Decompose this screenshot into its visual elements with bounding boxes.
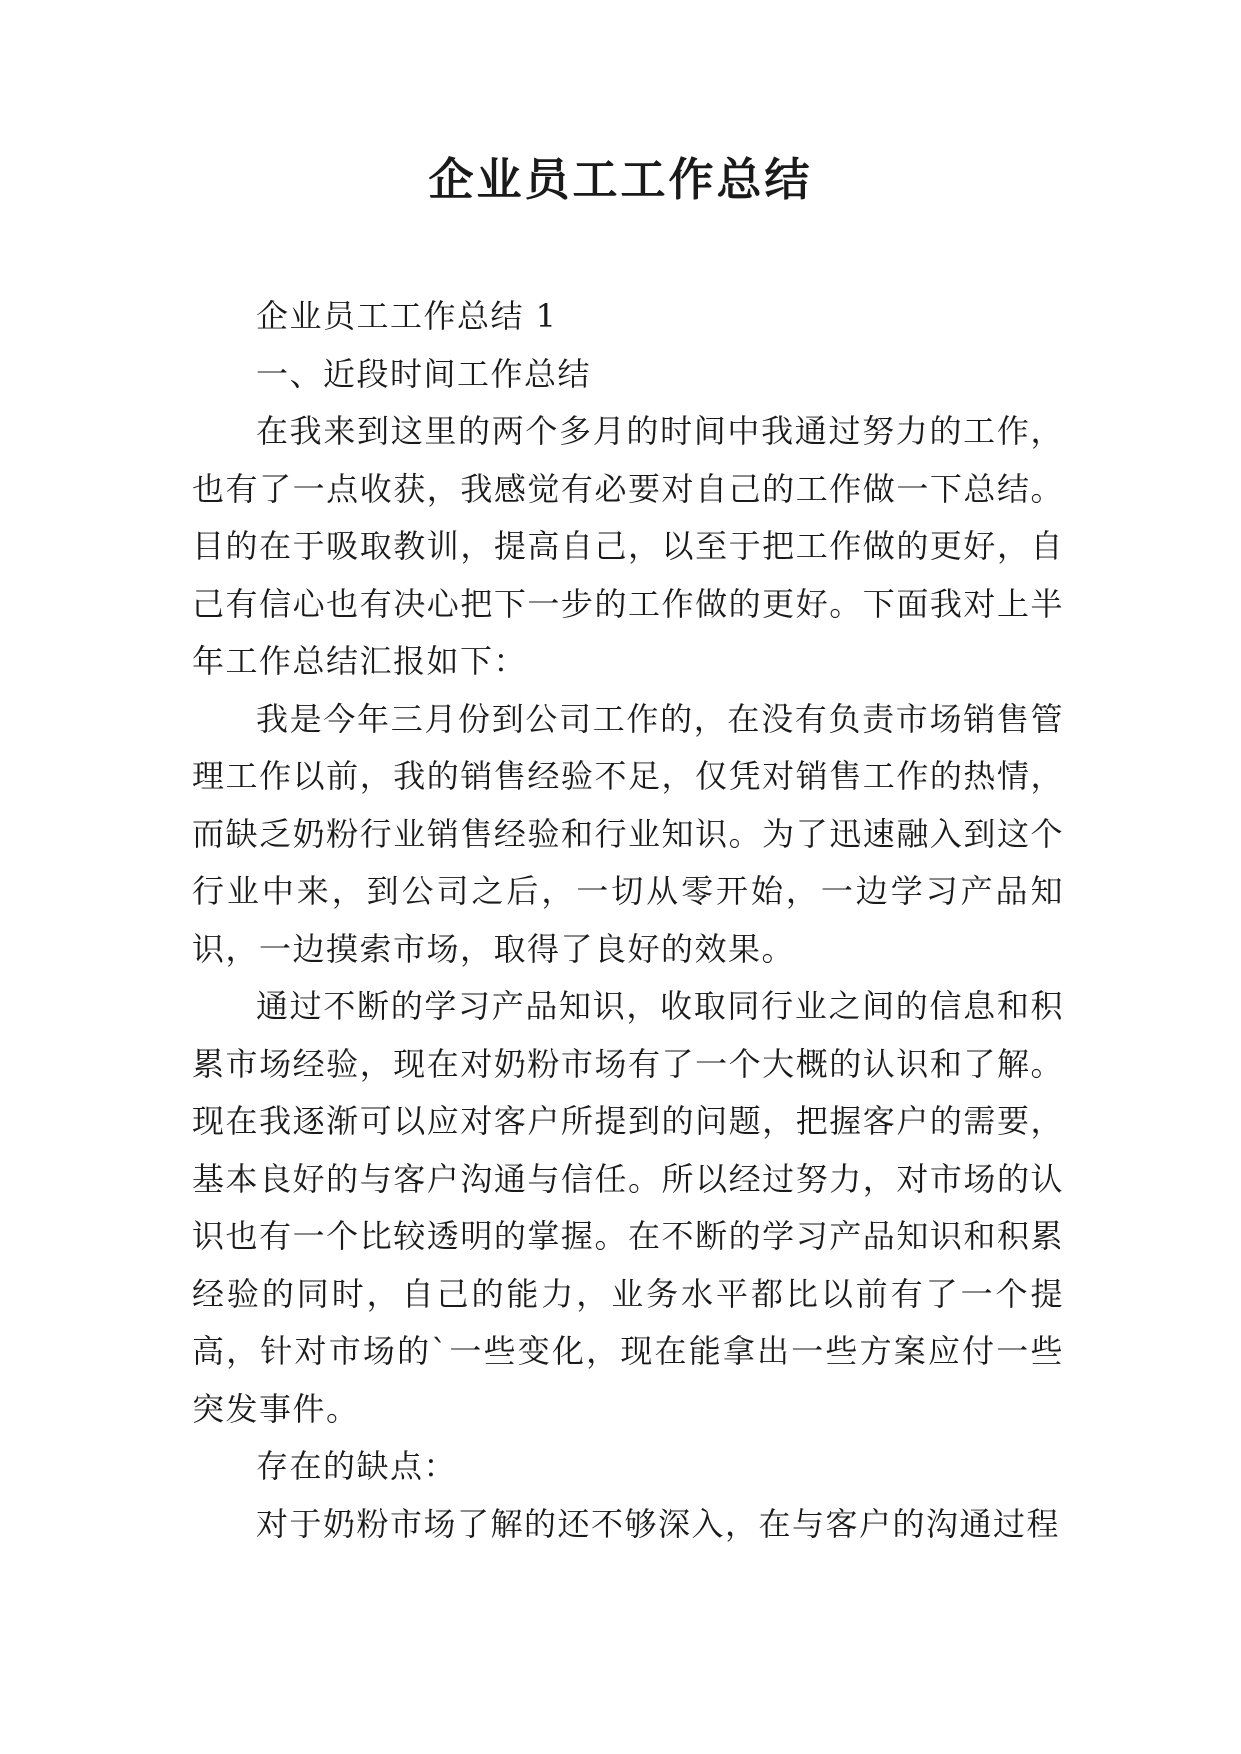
body-paragraph: 在我来到这里的两个多月的时间中我通过努力的工作，也有了一点收获，我感觉有必要对自己的工作做一下总结。目的在于吸取教训，提高自己，以至于把工作做的更好，自己有信心也有决心把下一步的工作做的更好。下面我对上半年工作总结汇报如下：	[192, 412, 1064, 680]
shortcomings-heading: 存在的缺点：	[256, 1447, 458, 1485]
body-paragraph: 对于奶粉市场了解的还不够深入，在与客户的沟通过程	[256, 1504, 1061, 1543]
subsection-heading: 一、近段时间工作总结	[256, 354, 592, 393]
body-paragraph: 通过不断的学习产品知识，收取同行业之间的信息和积累市场经验，现在对奶粉市场有了一个大概的认识和了解。现在我逐渐可以应对客户所提到的问题，把握客户的需要，基本良好的与客户沟通与信任。所以经过努力，对市场的认识也有一个比较透明的掌握。在不断的学习产品知识和积累经验的同时，自己的能力，业务水平都比以前有了一个提高，针对市场的`一些变化，现在能拿出一些方案应付一些突发事件。	[192, 987, 1064, 1428]
document-body	[192, 288, 1064, 1553]
document-title: 企业员工工作总结	[428, 153, 813, 206]
section-heading: 企业员工工作总结 1	[256, 297, 558, 335]
body-paragraph: 我是今年三月份到公司工作的，在没有负责市场销售管理工作以前，我的销售经验不足，仅凭对销售工作的热情，而缺乏奶粉行业销售经验和行业知识。为了迅速融入到这个行业中来，到公司之后，一切从零开始，一边学习产品知识，一边摸索市场，取得了良好的效果。	[192, 699, 1064, 968]
